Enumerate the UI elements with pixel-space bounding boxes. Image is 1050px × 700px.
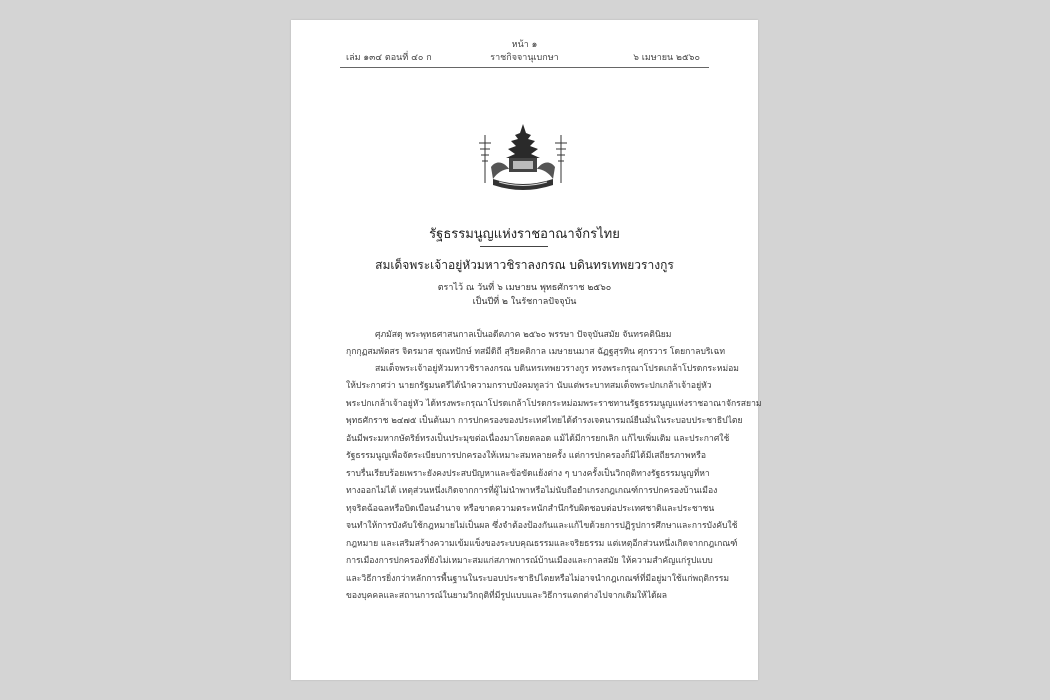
body-line: ทางออกไม่ได้ เหตุส่วนหนึ่งเกิดจากการที่ผู้ไม่นำพาหรือไม่นับถือยำเกรงกฎเกณฑ์การปกครองบ้านเมือง [346,486,718,496]
body-line: ศุภมัสดุ พระพุทธศาสนกาลเป็นอดีตภาค ๒๕๖๐ พรรษา ปัจจุบันสมัย จันทรคตินิยม [375,330,672,340]
body-line: กุกกุฏสมพัตสร จิตรมาส ชุณหปักษ์ ทสมีดิถี สุริยคติกาล เมษายนมาส ฉัฏฐสุรทิน ศุกรวาร โดยกาลบริเฉท [346,347,725,357]
king-name: สมเด็จพระเจ้าอยู่หัวมหาวชิราลงกรณ บดินทรเทพยวรางกูร [375,258,674,272]
body-line: และวิธีการยิ่งกว่าหลักการพื้นฐานในระบอบประชาธิปไตยหรือไม่อาจนำกฎเกณฑ์ที่มีอยู่มาใช้แก่พฤติกรรม [346,574,730,584]
title-divider [480,246,548,247]
header-rule [340,67,709,68]
body-line: รัฐธรรมนูญเพื่อจัดระเบียบการปกครองให้เหมาะสมหลายครั้ง แต่การปกครองก็มิได้มีเสถียรภาพหรือ [346,451,706,461]
body-line: กฎหมาย และเสริมสร้างความเข้มแข็งของระบบคุณธรรมและจริยธรรม แต่เหตุอีกส่วนหนึ่งเกิดจากกฎเกณฑ์ [346,539,738,549]
body-line: จนทำให้การบังคับใช้กฎหมายไม่เป็นผล ซึ่งจำต้องป้องกันและแก้ไขด้วยการปฏิรูปการศึกษาและการบังคับใช้ [346,521,738,531]
document-title: รัฐธรรมนูญแห่งราชอาณาจักรไทย [429,227,620,242]
volume-info: เล่ม ๑๓๔ ตอนที่ ๔๐ ก [346,53,432,63]
given-date: ตราไว้ ณ วันที่ ๖ เมษายน พุทธศักราช ๒๕๖๐ [437,283,612,293]
page-number: หน้า ๑ [511,40,538,50]
body-line: ทุจริตฉ้อฉลหรือบิดเบือนอำนาจ หรือขาดความตระหนักสำนึกรับผิดชอบต่อประเทศชาติและประชาชน [346,504,715,514]
body-line: ของบุคคลและสถานการณ์ในยามวิกฤติที่มีรูปแบบและวิธีการแตกต่างไปจากเดิมให้ได้ผล [346,591,668,601]
body-line: ให้ประกาศว่า นายกรัฐมนตรีได้นำความกราบบังคมทูลว่า นับแต่พระบาทสมเด็จพระปกเกล้าเจ้าอยู่หัว [346,381,712,391]
body-line: พระปกเกล้าเจ้าอยู่หัว ได้ทรงพระกรุณาโปรดเกล้าโปรดกระหม่อมพระราชทานรัฐธรรมนูญแห่งราชอาณาจักรสยาม [346,399,762,409]
gazette-page [291,20,762,680]
body-line: การเมืองการปกครองที่ยังไม่เหมาะสมแก่สภาพการณ์บ้านเมืองและกาลสมัย ให้ความสำคัญแก่รูปแบบ [346,556,713,566]
garuda-emblem-icon [475,123,571,197]
body-line: สมเด็จพระเจ้าอยู่หัวมหาวชิราลงกรณ บดินทรเทพยวรางกูร ทรงพระกรุณาโปรดเกล้าโปรดกระหม่อม [375,364,739,374]
body-line: พุทธศักราช ๒๔๗๕ เป็นต้นมา การปกครองของประเทศไทยได้ดำรงเจตนารมณ์ยืนมั่นในระบอบประชาธิปไตย [346,416,743,426]
reign-year: เป็นปีที่ ๒ ในรัชกาลปัจจุบัน [472,297,577,307]
body-line: ราบรื่นเรียบร้อยเพราะยังคงประสบปัญหาและข้อขัดแย้งต่าง ๆ บางครั้งเป็นวิกฤติทางรัฐธรรมนูญที่หา [346,469,710,479]
issue-date: ๖ เมษายน ๒๕๖๐ [633,53,700,63]
body-line: อันมีพระมหากษัตริย์ทรงเป็นประมุขต่อเนื่องมาโดยตลอด แม้ได้มีการยกเลิก แก้ไขเพิ่มเติม และประกาศใช้ [346,434,730,444]
gazette-name: ราชกิจจานุเบกษา [490,53,559,63]
